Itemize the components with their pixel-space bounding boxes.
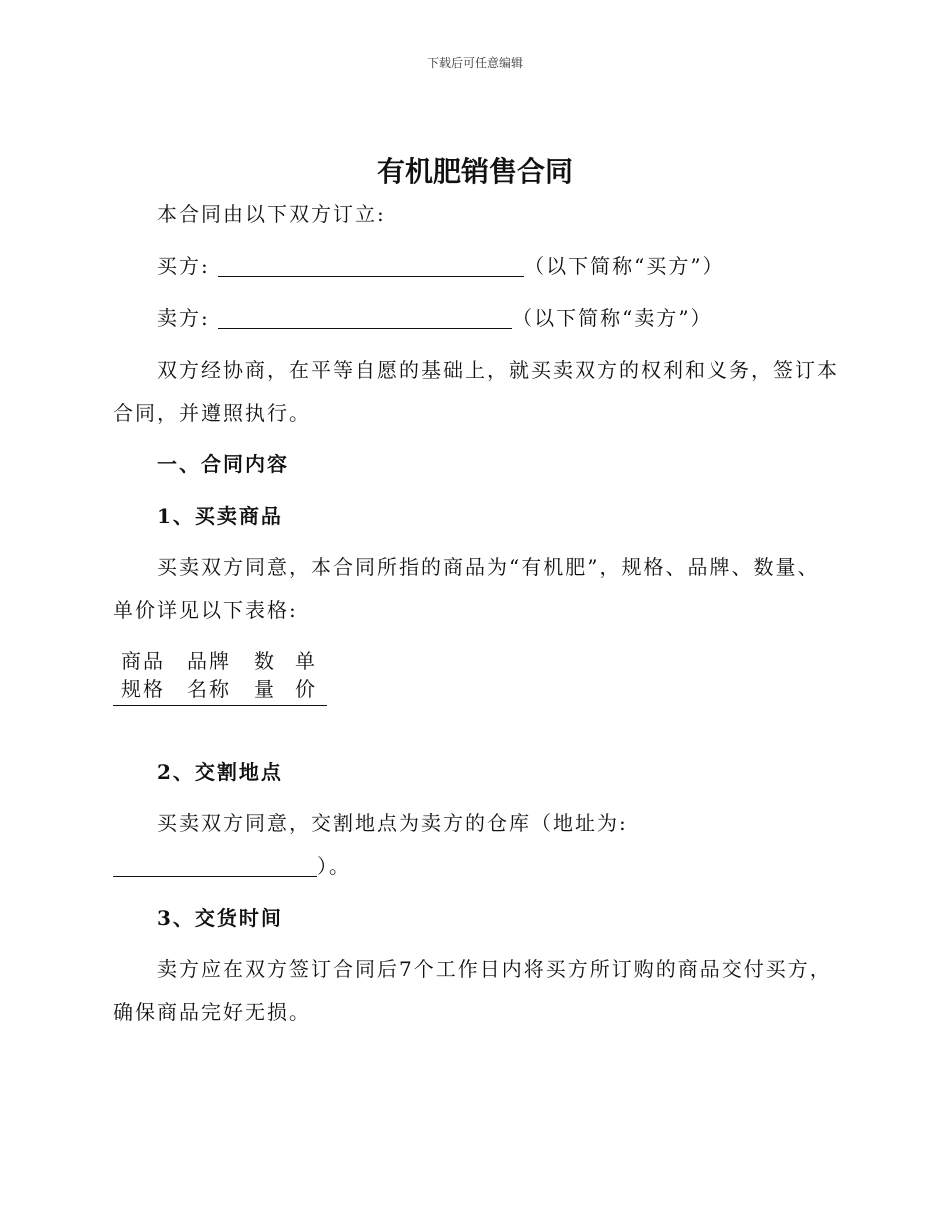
- table-header-cell: 商品 规格: [121, 649, 165, 701]
- buyer-name-blank[interactable]: [218, 256, 524, 277]
- item-1-line-2: 单价详见以下表格:: [113, 598, 298, 622]
- seller-suffix: （以下简称“卖方”）: [512, 306, 713, 330]
- item-2-heading: 2、交割地点: [157, 760, 283, 784]
- table-header-cell: 数 量: [254, 649, 276, 701]
- seller-name-blank[interactable]: [218, 308, 512, 329]
- seller-label: 卖方:: [157, 306, 210, 330]
- page-title: 有机肥销售合同: [376, 155, 573, 188]
- intro-text: 本合同由以下双方订立:: [157, 202, 386, 226]
- item-2-line-2: [113, 850, 351, 879]
- section-1-heading: 一、合同内容: [157, 452, 289, 476]
- item-3-heading: 3、交货时间: [157, 906, 283, 930]
- table-header-cell: 品牌 名称: [187, 649, 231, 701]
- item-1-heading: 1、买卖商品: [157, 504, 283, 528]
- table-header-cell: 单 价: [295, 649, 317, 701]
- buyer-suffix: （以下简称“买方”）: [524, 254, 725, 278]
- item-1-line-1: 买卖双方同意，本合同所指的商品为“有机肥”，规格、品牌、数量、: [157, 555, 820, 579]
- preamble-line-1: 双方经协商，在平等自愿的基础上，就买卖双方的权利和义务，签订本: [157, 358, 839, 382]
- item-3-line-2: 确保商品完好无损。: [113, 1000, 311, 1024]
- page-header-note: 下载后可任意编辑: [426, 56, 523, 70]
- preamble-line-2: 合同，并遵照执行。: [113, 401, 311, 425]
- item-2-line-1: 买卖双方同意，交割地点为卖方的仓库（地址为:: [157, 811, 628, 835]
- buyer-line: [157, 250, 725, 279]
- item-3-line-1: 卖方应在双方签订合同后7个工作日内将买方所订购的商品交付买方，: [157, 957, 832, 981]
- seller-line: [157, 302, 713, 331]
- buyer-label: 买方:: [157, 254, 210, 278]
- item-2-line-2-suffix: ）。: [317, 854, 351, 878]
- product-table: [113, 645, 327, 706]
- warehouse-address-blank[interactable]: [113, 856, 317, 877]
